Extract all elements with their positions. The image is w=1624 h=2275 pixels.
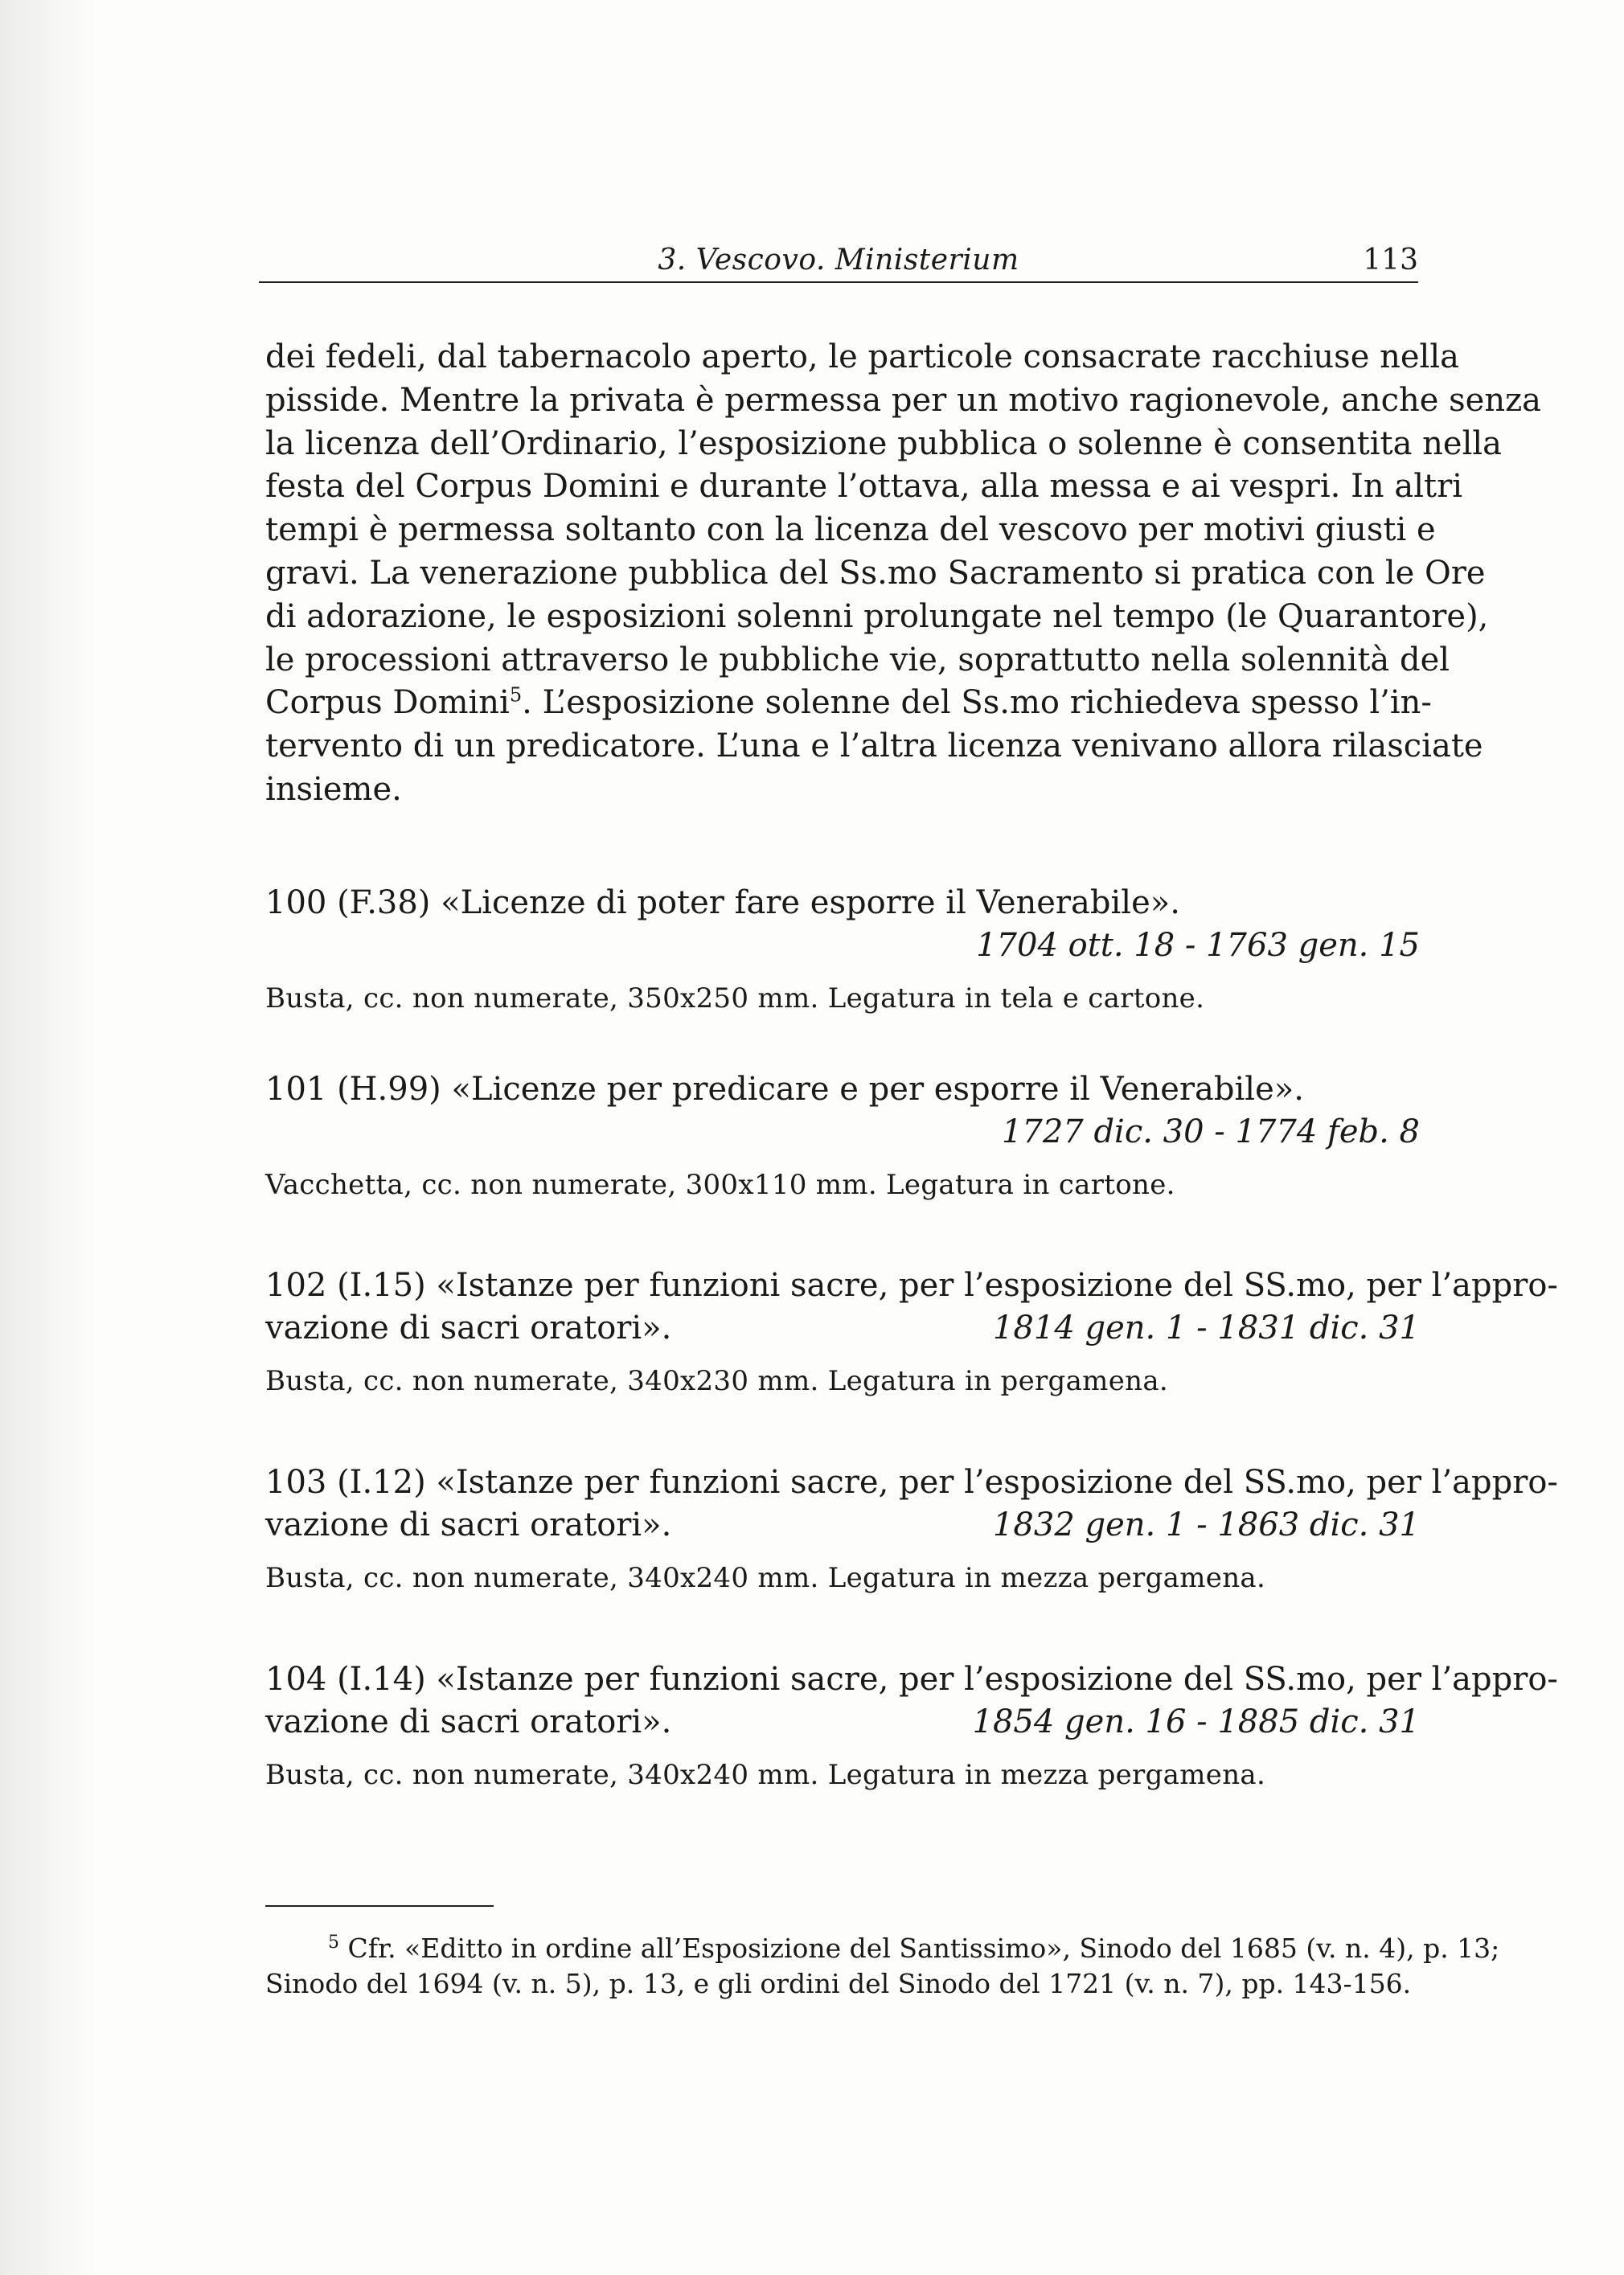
- entry-dates: 1814 gen. 1 - 1831 dic. 31: [992, 1310, 1420, 1347]
- entry-title-row: [265, 1307, 1420, 1350]
- entry-title-row: [265, 1701, 1420, 1744]
- body-paragraph: [265, 336, 1542, 812]
- page-edge-shadow: [0, 0, 96, 2275]
- entry-title: 104 (I.14) «Istanze per funzioni sacre, per l’esposizione del SS.mo, per l’appro-: [265, 1661, 1558, 1698]
- footnote-line: [265, 1931, 1500, 1966]
- archive-entry-100: [265, 882, 1420, 1017]
- body-line: tempi è permessa soltanto con la licenza del vescovo per motivi giusti e: [265, 511, 1436, 549]
- footnote-separator: [265, 1905, 494, 1907]
- body-line: di adorazione, le esposizioni solenni prolungate nel tempo (le Quarantore),: [265, 597, 1489, 635]
- page-number: 113: [1363, 244, 1418, 277]
- entry-description: Busta, cc. non numerate, 340x240 mm. Legatura in mezza pergamena.: [265, 1759, 1266, 1791]
- body-text-fragment: . L’esposizione solenne del Ss.mo richiedeva spesso l’in-: [522, 684, 1432, 722]
- entry-title-row: [265, 1504, 1420, 1547]
- entry-title: 101 (H.99) «Licenze per predicare e per esporre il Venerabile».: [265, 1071, 1304, 1108]
- entry-description: Vacchetta, cc. non numerate, 300x110 mm. Legatura in cartone.: [265, 1169, 1175, 1201]
- footnote-text: Cfr. «Editto in ordine all’Esposizione del Santissimo», Sinodo del 1685 (v. n. 4), p. 13;: [339, 1933, 1500, 1964]
- body-line: tervento di un predicatore. L’una e l’altra licenza venivano allora rilasciate: [265, 728, 1483, 765]
- entry-description: Busta, cc. non numerate, 340x230 mm. Legatura in pergamena.: [265, 1365, 1169, 1397]
- body-line: pisside. Mentre la privata è permessa per un motivo ragionevole, anche senza: [265, 381, 1542, 419]
- entry-dates: 1704 ott. 18 - 1763 gen. 15: [976, 927, 1420, 964]
- body-line: le processioni attraverso le pubbliche vie, soprattutto nella solennità del: [265, 641, 1450, 678]
- archive-entry-102: [265, 1265, 1558, 1400]
- entry-dates: 1854 gen. 16 - 1885 dic. 31: [972, 1703, 1420, 1740]
- entry-title: 100 (F.38) «Licenze di poter fare esporre il Venerabile».: [265, 884, 1180, 921]
- entry-description: Busta, cc. non numerate, 340x240 mm. Legatura in mezza pergamena.: [265, 1562, 1266, 1594]
- entry-description: Busta, cc. non numerate, 350x250 mm. Legatura in tela e cartone.: [265, 982, 1205, 1015]
- archive-entry-103: [265, 1461, 1558, 1597]
- entry-title-continuation: vazione di sacri oratori».: [265, 1506, 672, 1543]
- footnote-reference: 5: [509, 684, 523, 707]
- body-line: dei fedeli, dal tabernacolo aperto, le particole consacrate racchiuse nella: [265, 338, 1459, 375]
- entry-dates: 1832 gen. 1 - 1863 dic. 31: [992, 1506, 1420, 1543]
- footnote-line: Sinodo del 1694 (v. n. 5), p. 13, e gli ordini del Sinodo del 1721 (v. n. 7), pp. 143-156.: [265, 1968, 1412, 1999]
- body-line: festa del Corpus Domini e durante l’ottava, alla messa e ai vespri. In altri: [265, 468, 1463, 506]
- body-line: insieme.: [265, 770, 402, 808]
- entry-dates: 1727 dic. 30 - 1774 feb. 8: [1001, 1113, 1420, 1150]
- archive-entry-101: [265, 1068, 1420, 1203]
- running-header: [259, 240, 1418, 283]
- body-text-fragment: Corpus Domini: [265, 684, 510, 722]
- entry-title: 102 (I.15) «Istanze per funzioni sacre, per l’esposizione del SS.mo, per l’appro-: [265, 1267, 1558, 1304]
- body-line: gravi. La venerazione pubblica del Ss.mo Sacramento si pratica con le Ore: [265, 554, 1486, 592]
- entry-title: 103 (I.12) «Istanze per funzioni sacre, per l’esposizione del SS.mo, per l’appro-: [265, 1464, 1558, 1501]
- body-line-with-footnote: [265, 682, 1432, 725]
- archive-entry-104: [265, 1658, 1558, 1793]
- entry-title-continuation: vazione di sacri oratori».: [265, 1310, 672, 1347]
- footnote: [265, 1931, 1500, 2002]
- running-title: 3. Vescovo. Ministerium: [658, 244, 1019, 277]
- footnote-marker: 5: [328, 1933, 339, 1953]
- body-line: la licenza dell’Ordinario, l’esposizione pubblica o solenne è consentita nella: [265, 424, 1503, 462]
- entry-title-continuation: vazione di sacri oratori».: [265, 1703, 672, 1740]
